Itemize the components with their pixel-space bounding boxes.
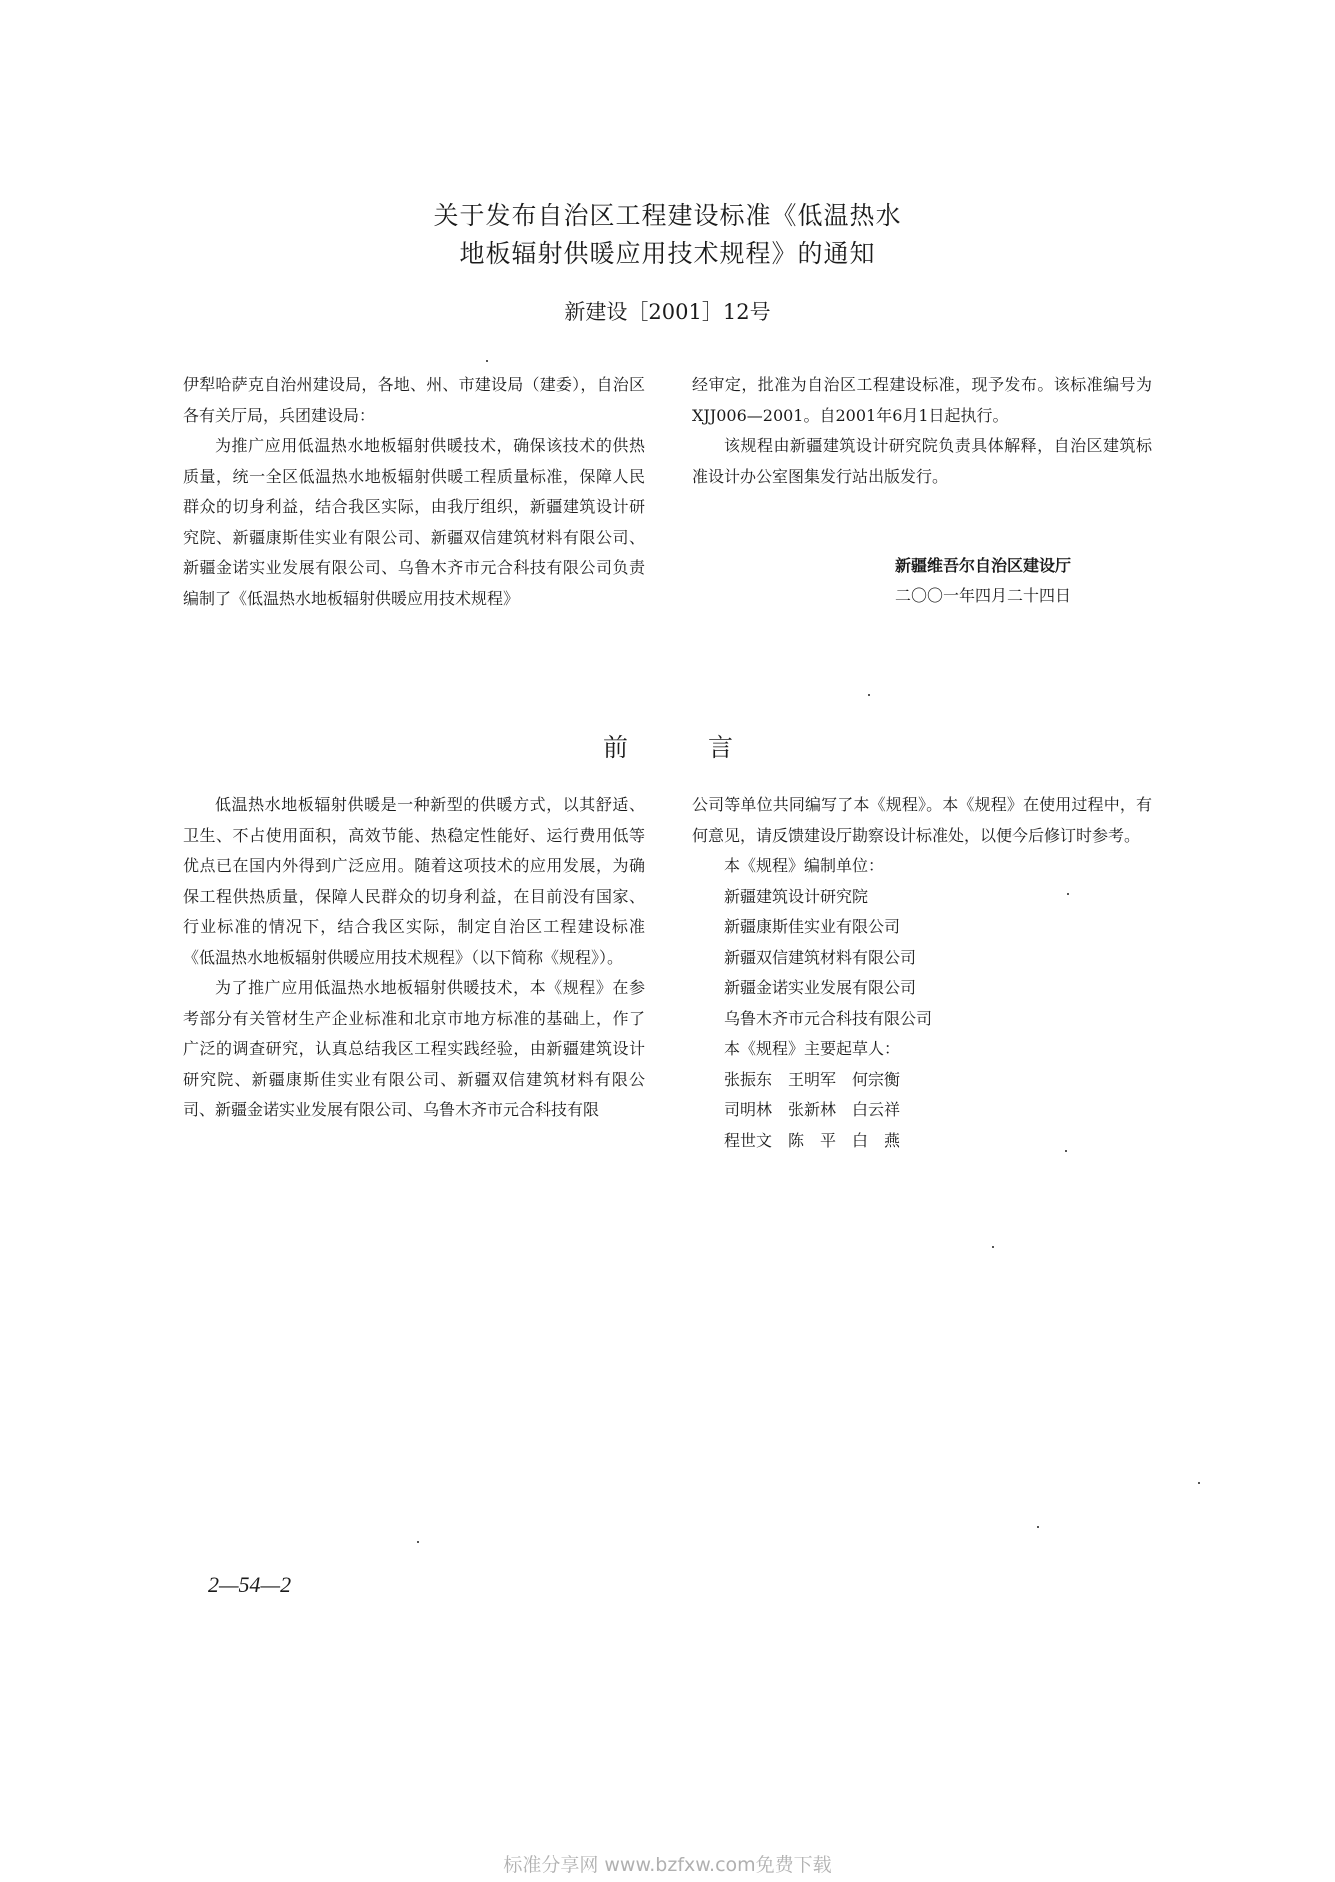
preface-paragraph-1: 低温热水地板辐射供暖是一种新型的供暖方式，以其舒适、卫生、不占使用面积，高效节能、热稳定性能好、运行费用低等优点已在国内外得到广泛应用。随着这项技术的应用发展，为确保工程供热质量，保障人民群众的切身利益，在目前没有国家、行业标准的情况下，结合我区实际，制定自治区工程建设标准《低温热水地板辐射供暖应用技术规程》（以下简称《规程》）。 <box>183 795 645 967</box>
drafter-row: 张振东 王明军 何宗衡 <box>724 1069 901 1089</box>
preface-paragraph-2: 为了推广应用低温热水地板辐射供暖技术，本《规程》在参考部分有关管材生产企业标准和北京市地方标准的基础上，作了广泛的调查研究，认真总结我区工程实践经验，由新疆建筑设计研究院、新疆康斯佳实业有限公司、新疆双信建筑材料有限公司、新疆金诺实业发展有限公司、乌鲁木齐市元合科技有限 <box>183 978 645 1119</box>
notice-addressee: 伊犁哈萨克自治州建设局，各地、州、市建设局（建委），自治区各有关厅局，兵团建设局： <box>183 375 645 425</box>
unit-item: 新疆建筑设计研究院 <box>724 886 869 906</box>
notice-body-continued: 经审定，批准为自治区工程建设标准，现予发布。该标准编号为XJJ006—2001。自2001年6月1日起执行。 <box>692 375 1152 425</box>
unit-item: 新疆金诺实业发展有限公司 <box>724 978 917 997</box>
scan-speck <box>417 1541 419 1543</box>
unit-item: 乌鲁木齐市元合科技有限公司 <box>724 1008 933 1028</box>
notice-interpretation-paragraph: 该规程由新疆建筑设计研究院负责具体解释，自治区建筑标准设计办公室图集发行站出版发行。 <box>692 436 1152 486</box>
notice-right-column <box>692 370 1152 492</box>
scan-speck <box>1067 893 1069 895</box>
preface-title-char2: 言 <box>708 733 734 762</box>
preface-credits <box>692 851 1152 1156</box>
notice-doc-number: 新建设［2001］12号 <box>564 300 771 324</box>
preface-right-column <box>692 790 1152 1156</box>
notice-issuer: 新疆维吾尔自治区建设厅 <box>895 556 1072 575</box>
scan-speck <box>1198 1482 1200 1484</box>
notice-title-line2: 地板辐射供暖应用技术规程》的通知 <box>459 239 876 268</box>
notice-body-paragraph: 为推广应用低温热水地板辐射供暖技术，确保该技术的供热质量，统一全区低温热水地板辐射供暖工程质量标准，保障人民群众的切身利益，结合我区实际，由我厅组织，新疆建筑设计研究院、新疆康斯佳实业有限公司、新疆双信建筑材料有限公司、新疆金诺实业发展有限公司、乌鲁木齐市元合科技有限公司负责编制了《低温热水地板辐射供暖应用技术规程》 <box>183 436 645 608</box>
watermark: 标准分享网 www.bzfxw.com免费下载 <box>503 1854 832 1876</box>
page-number: 2—54—2 <box>208 1572 292 1597</box>
drafter-row: 司明林 张新林 白云祥 <box>724 1100 901 1119</box>
scan-speck <box>868 694 870 696</box>
preface-title-char1: 前 <box>603 733 629 762</box>
units-label: 本《规程》编制单位： <box>724 856 885 875</box>
unit-item: 新疆康斯佳实业有限公司 <box>724 917 901 936</box>
scan-speck <box>1065 1150 1067 1152</box>
unit-item: 新疆双信建筑材料有限公司 <box>724 947 917 967</box>
drafter-row: 程世文 陈 平 白 燕 <box>724 1130 901 1150</box>
notice-signature <box>895 551 1071 611</box>
notice-date: 二〇〇一年四月二十四日 <box>895 586 1072 605</box>
drafters-label: 本《规程》主要起草人： <box>724 1039 901 1058</box>
notice-left-column <box>183 370 645 614</box>
notice-title-line1: 关于发布自治区工程建设标准《低温热水 <box>433 201 902 230</box>
scan-speck <box>1037 1526 1039 1528</box>
scan-speck <box>992 1246 994 1248</box>
preface-left-column <box>183 790 645 1126</box>
preface-paragraph-continued: 公司等单位共同编写了本《规程》。本《规程》在使用过程中，有何意见，请反馈建设厅勘察设计标准处，以便今后修订时参考。 <box>692 795 1152 845</box>
scan-speck <box>486 360 488 362</box>
